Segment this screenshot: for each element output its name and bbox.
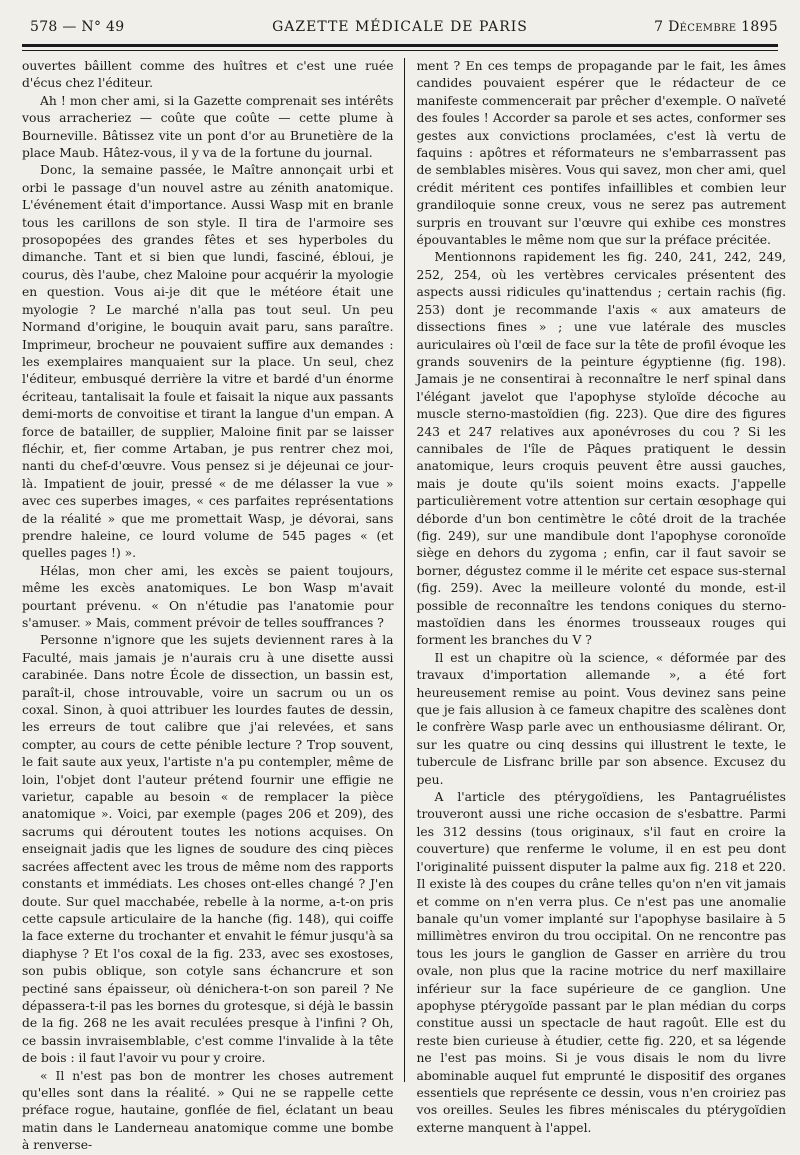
paragraph: Hélas, mon cher ami, les excès se paient toujours, même les excès anatomiques. Le bon Wasp m'avait pourtant prévenu. « On n'étudie pas l'anatomie pour s'amuser. » Mais, comment prévoir de telles souffrances ? [22,563,394,630]
right-column [404,58,787,1135]
paragraph: Donc, la semaine passée, le Maître annonçait urbi et orbi le passage d'un nouvel astre au zénith anatomique. L'événement était d'importance. Aussi Wasp mit en branle tous les carillons de son style. Il tira de l'armoire ses prosopopées des grandes fêtes et ses hyperboles du dimanche. Tant et si bien que lundi, fasciné, ébloui, je courus, dès l'aube, chez Maloine pour acquérir la myologie en question. Vous ai-je dit que le météore était une myologie ? Le marché n'alla pas tout seul. Un peu Normand d'origine, le bouquin avait paru, sans paraître. Imprimeur, brocheur ne pouvaient suffire aux demandes : les exemplaires manquaient sur la place. Un seul, chez l'éditeur, embusqué derrière la vitre et bardé d'un énorme écriteau, tantalisait la foule et faisait la nique aux passants demi-morts de convoitise et tirant la langue d'un empan. A force de batailler, de supplier, Maloine finit par se laisser fléchir, et, fier comme Artaban, je pus rentrer chez moi, nanti du chef-d'œuvre. Vous pensez si je déjeunai ce jour-là. Impatient de jouir, pressé « de me délasser la vue » avec ces superbes images, « ces parfaites représentations de la réalité » que me promettait Wasp, je dévorai, sans prendre haleine, ce lourd volume de 545 pages « (et quelles pages !) ». [22,163,394,561]
paragraph: Personne n'ignore que les sujets deviennent rares à la Faculté, mais jamais je n'aurais cru à une disette aussi carabinée. Dans notre École de dissection, un bassin est, paraît-il, chose introuvable, voire un sacrum ou un os coxal. Sinon, à quoi attribuer les lourdes fautes de dessin, les erreurs de tout calibre que j'ai relevées, et sans compter, au cours de cette pénible lecture ? Trop souvent, le fait saute aux yeux, l'artiste n'a pu contempler, même de loin, l'objet dont l'auteur prétend fournir une effigie ne varietur, capable au besoin « de remplacer la pièce anatomique ». Voici, par exemple (pages 206 et 209), des sacrums qui déroutent toutes les notions acquises. On enseignait jadis que les lignes de soudure des cinq pièces sacrées affectent avec les trous de même nom des rapports constants et immédiats. Les choses ont-elles changé ? J'en doute. Sur quel macchabée, rebelle à la norme, a-t-on pris cette capsule articulaire de la hanche (fig. 148), qui coiffe la face externe du trochanter et envahit le fémur jusqu'à sa diaphyse ? Et l'os coxal de la fig. 233, avec ses exostoses, son pubis oblique, son cotyle sans échancrure et son pectiné sans épaisseur, où dénichera-t-on son pareil ? Ne dépassera-t-il pas les bornes du grotesque, si déjà le bassin de la fig. 268 ne les avait reculées presque à l'infini ? Oh, ce bassin invraisemblable, c'est comme l'invalide à la tête de bois : il faut l'avoir vu pour y croire. [22,633,394,1066]
paragraph: Il est un chapitre où la science, « déformée par des travaux d'importation allemande », a été fort heureusement remise au point. Vous devinez sans peine que je fais allusion à ce fameux chapitre des scalènes dont le confrère Wasp parle avec un enthousiasme délirant. Or, sur les quatre ou cinq dessins qui illustrent le texte, le tubercule de Lisfranc brille par son absence. Excusez du peu. [416,650,786,787]
paragraph: ouvertes bâillent comme des huîtres et c'est une ruée d'écus chez l'éditeur. [22,59,394,91]
paragraph: A l'article des ptérygoïdiens, les Pantagruélistes trouveront aussi une riche occasion de s'esbattre. Parmi les 312 dessins (tous originaux, s'il faut en croire la couverture) que renferme le volume, il en est peu dont l'originalité puissent disputer la palme aux fig. 218 et 220. Il existe là des coupes du crâne telles qu'on n'en vit jamais et comme on n'en verra plus. Ce n'est pas une anomalie banale qu'un vomer implanté sur l'apophyse basilaire à 5 millimètres environ du trou occipital. On ne rencontre pas tous les jours le ganglion de Gasser en arrière du trou ovale, non plus que la racine motrice du nerf maxillaire inférieur sur la face supérieure de ce ganglion. Une apophyse ptérygoïde passant par le plan médian du corps constitue aussi un spectacle de haut ragoût. Elle est du reste bien curieuse à étudier, cette fig. 220, et sa légende ne l'est pas moins. Si je vous disais le nom du livre abominable auquel fut emprunté le dispositif des organes essentiels que représente ce dessin, vous n'en croiriez pas vos oreilles. Seules les fibres méniscales du ptérygoïdien externe manquent à l'appel. [416,790,786,1135]
article-columns [22,58,786,1153]
header-rule-thin [22,50,778,51]
paragraph: ment ? En ces temps de propagande par le fait, les âmes candides pouvaient espérer que le rédacteur de ce manifeste commencerait par prêcher d'exemple. O naïveté des foules ! Accorder sa parole et ses actes, conformer ses gestes aux convictions proclamées, c'est là vertu de faquins : apôtres et réformateurs ne s'embarrassent pas de semblables misères. Vous qui savez, mon cher ami, quel crédit méritent ces pontifes infaillibles et combien leur grandiloquie sonne creux, vous ne serez pas autrement surpris en trouvant sur l'œuvre qui exhibe ces monstres épouvantables le même nom que sur la préface précitée. [416,59,786,248]
paragraph: Ah ! mon cher ami, si la Gazette comprenait ses intérêts vous arracheriez — coûte que coûte — cette plume à Bourneville. Bâtissez vite un pont d'or au Brunetière de la place Maub. Hâtez-vous, il y va de la fortune du journal. [22,93,394,161]
paragraph: Mentionnons rapidement les fig. 240, 241, 242, 249, 252, 254, où les vertèbres cervicales présentent des aspects aussi ridicules qu'inattendus ; certain rachis (fig. 253) dont je recommande l'axis « aux amateurs de dissections fines » ; une vue latérale des muscles auriculaires où l'œil de face sur la tête de profil évoque les grands souvenirs de la peinture égyptienne (fig. 198). Jamais je ne consentirai à reconnaître le nerf spinal dans l'élégant javelot que l'apophyse styloïde décoche au muscle sterno-mastoïdien (fig. 223). Que dire des figures 243 et 247 relatives aux aponévroses du cou ? Si les cannibales de l'île de Pâques pratiquent le dessin anatomique, leurs croquis peuvent être aussi gauches, mais je doute qu'ils soient moins exacts. J'appelle particulièrement votre attention sur certain œsophage qui déborde d'un bon centimètre le côté droit de la trachée (fig. 249), sur une mandibule dont l'apophyse coronoïde siège en dehors du zygoma ; enfin, car il faut savoir se borner, dégustez comme il le mérite cet espace sus-sternal (fig. 259). Avec la meilleure volonté du monde, est-il possible de reconnaître les tendons coniques du sterno-mastoïdien dans les énormes trousseaux rouges qui forment les branches du V ? [416,250,786,648]
page-header [22,12,778,42]
journal-title: GAZETTE MÉDICALE DE PARIS [272,19,528,35]
header-rule-thick [22,44,778,47]
left-column [22,58,404,1153]
issue-date: 7 Décembre 1895 [654,19,778,35]
page-number: 578 — N° 49 [30,19,125,35]
paragraph: « Il n'est pas bon de montrer les choses autrement qu'elles sont dans la réalité. » Qui ne se rappelle cette préface rogue, hautaine, gonflée de fiel, éclatant un beau matin dans le Landerneau anatomique comme une bombe à renverse- [22,1068,394,1153]
